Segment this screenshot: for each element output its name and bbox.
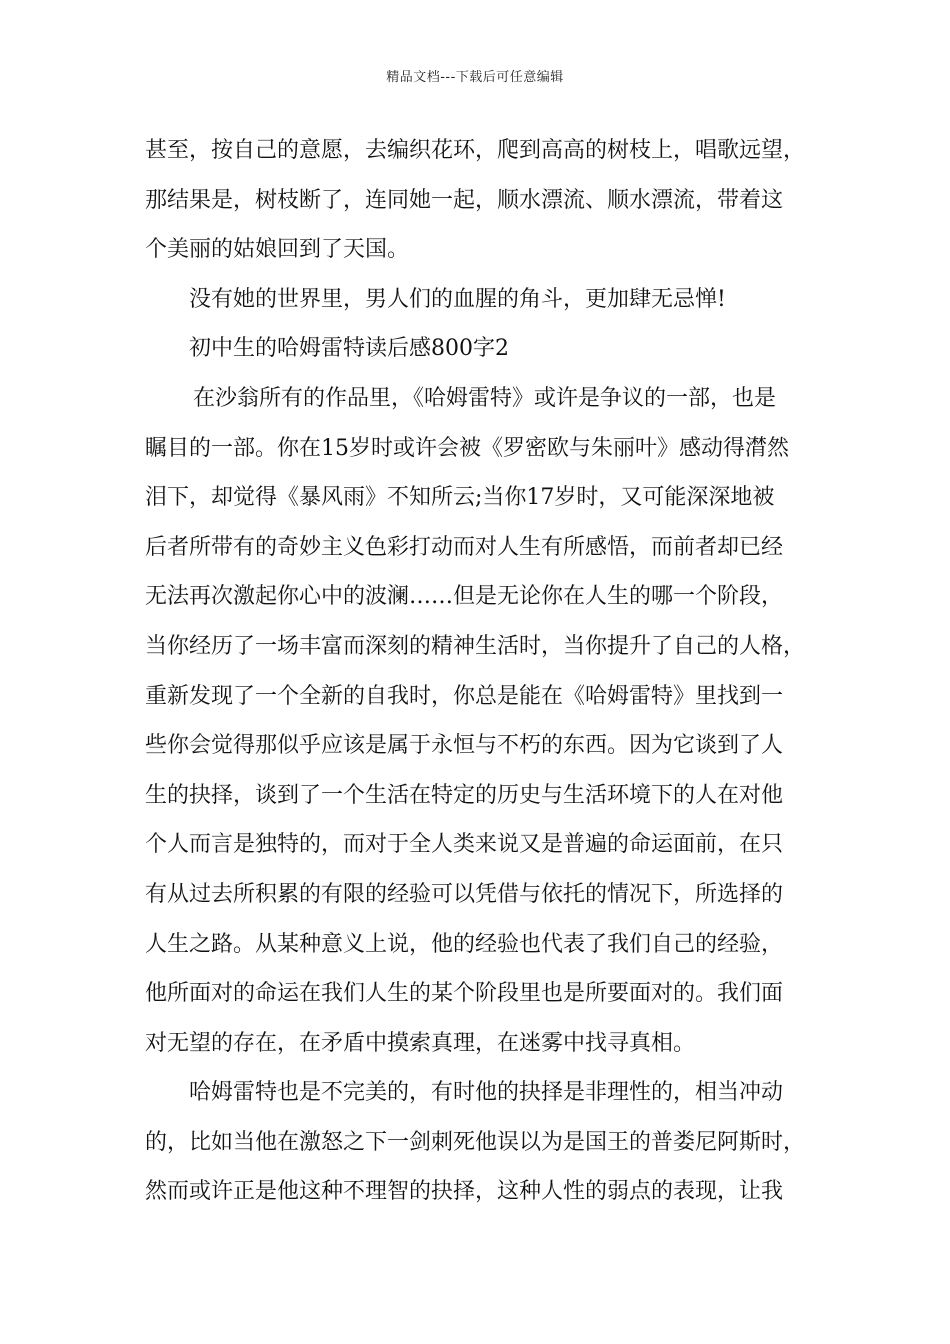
text-line: 他所面对的命运在我们人生的某个阶段里也是所要面对的。我们面 — [145, 981, 784, 1007]
text-line: 个人而言是独特的，而对于全人类来说又是普遍的命运面前，在只 — [145, 832, 784, 858]
text-line: 然而或许正是他这种不理智的抉择，这种人性的弱点的表现，让我 — [145, 1179, 784, 1205]
text-line: 在沙翁所有的作品里，《哈姆雷特》或许是争议的一部，也是 — [193, 385, 777, 411]
text-line: 那结果是，树枝断了，连同她一起，顺水漂流、顺水漂流，带着这 — [145, 187, 784, 213]
document-body — [145, 126, 825, 1217]
text-line: 没有她的世界里，男人们的血腥的角斗，更加肆无忌惮! — [189, 286, 726, 312]
page-header: 精品文档---下载后可任意编辑 — [386, 70, 564, 85]
text-line: 生的抉择，谈到了一个生活在特定的历史与生活环境下的人在对他 — [145, 782, 784, 808]
text-line: 个美丽的姑娘回到了天国。 — [145, 237, 410, 263]
text-line: 无法再次激起你心中的波澜……但是无论你在人生的哪一个阶段， — [145, 584, 784, 610]
text-line: 后者所带有的奇妙主义色彩打动而对人生有所感悟，而前者却已经 — [145, 534, 784, 560]
text-line: 对无望的存在，在矛盾中摸索真理，在迷雾中找寻真相。 — [145, 1030, 696, 1056]
text-line: 泪下，却觉得《暴风雨》不知所云;当你17岁时，又可能深深地被 — [145, 485, 775, 511]
text-line: 甚至，按自己的意愿，去编织花环，爬到高高的树枝上，唱歌远望， — [145, 138, 806, 163]
text-line: 重新发现了一个全新的自我时，你总是能在《哈姆雷特》里找到一 — [145, 683, 784, 709]
text-line: 人生之路。从某种意义上说，他的经验也代表了我们自己的经验， — [145, 931, 784, 957]
text-line: 些你会觉得那似乎应该是属于永恒与不朽的东西。因为它谈到了人 — [145, 733, 784, 759]
text-line: 有从过去所积累的有限的经验可以凭借与依托的情况下，所选择的 — [145, 881, 784, 907]
text-line: 哈姆雷特也是不完美的，有时他的抉择是非理性的，相当冲动 — [189, 1080, 784, 1106]
text-line: 瞩目的一部。你在15岁时或许会被《罗密欧与朱丽叶》感动得潸然 — [145, 435, 789, 461]
text-line: 当你经历了一场丰富而深刻的精神生活时，当你提升了自己的人格， — [145, 633, 806, 659]
section-heading: 初中生的哈姆雷特读后感800字2 — [189, 336, 509, 362]
text-line: 的，比如当他在激怒之下一剑刺死他误以为是国王的普娄尼阿斯时， — [145, 1129, 806, 1155]
